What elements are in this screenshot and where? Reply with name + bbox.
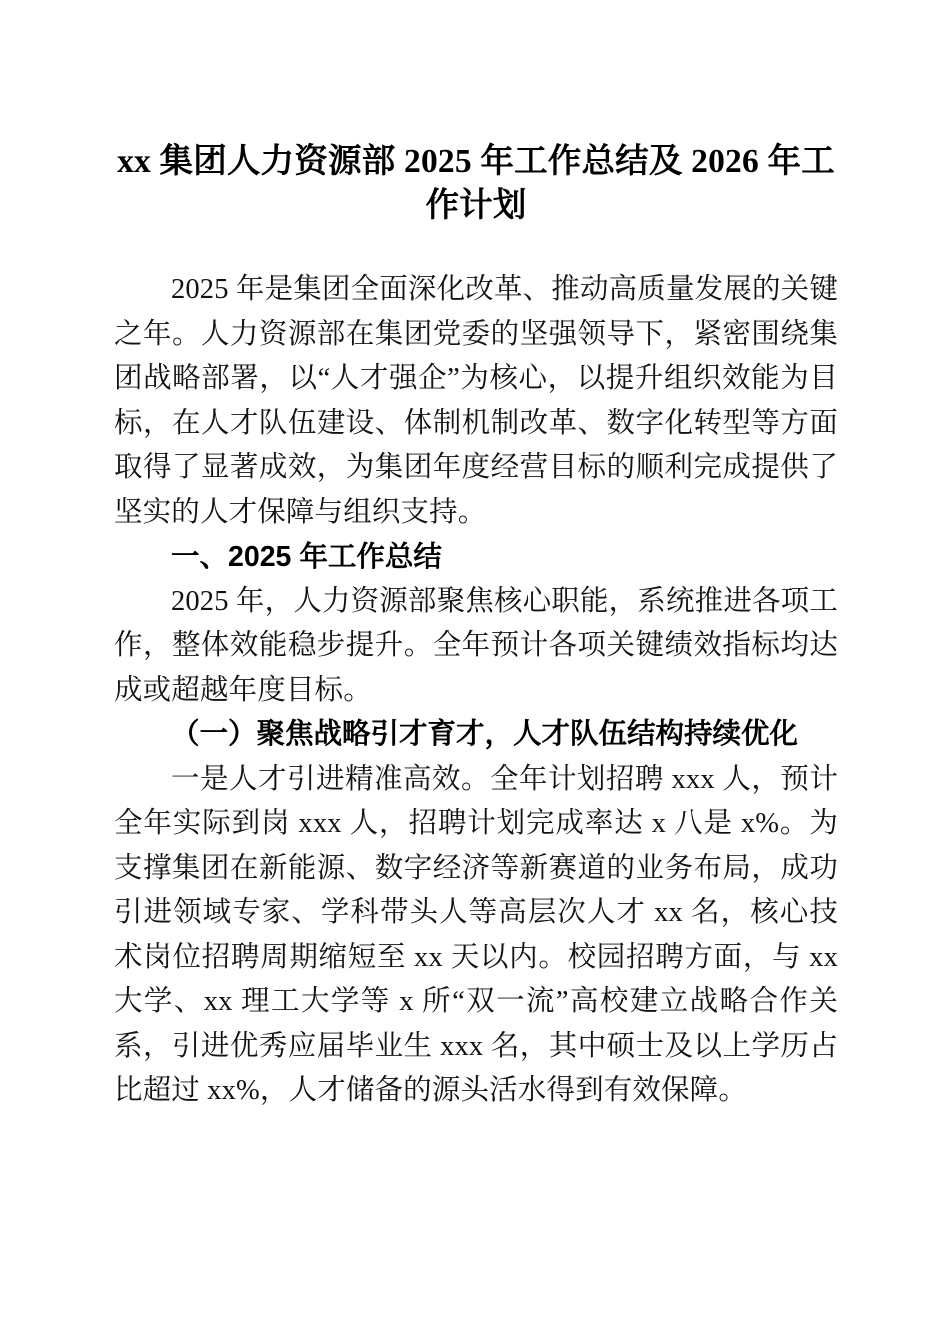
section-heading-1: 一、2025 年工作总结 xyxy=(171,541,442,573)
page-title: xx 集团人力资源部 2025 年工作总结及 2026 年工作计划 xyxy=(117,143,835,224)
subsection-heading-1-1: （一）聚焦战略引才育才，人才队伍结构持续优化 xyxy=(171,719,799,750)
document-content xyxy=(114,0,838,1114)
intro-paragraph: 2025 年是集团全面深化改革、推动高质量发展的关键之年。人力资源部在集团党委的坚强领导下，紧密围绕集团战略部署，以“人才强企”为核心，以提升组织效能为目标，在人才队伍建设、体制机制改革、数字化转型等方面取得了显著成效，为集团年度经营目标的顺利完成提供了坚实的人才保障与组织支持。 xyxy=(114,274,838,528)
title-body-spacer xyxy=(114,228,838,268)
section-1-lead-paragraph: 2025 年，人力资源部聚焦核心职能，系统推进各项工作，整体效能稳步提升。全年预计各项关键绩效指标均达成或超越年度目标。 xyxy=(114,585,838,706)
subsection-1-1-paragraph-1: 一是人才引进精准高效。全年计划招聘 xxx 人，预计全年实际到岗 xxx 人，招聘计划完成率达 x 八是 x%。为支撑集团在新能源、数字经济等新赛道的业务布局，成功引进领域专家、学科带头人等高层次人才 xx 名，核心技术岗位招聘周期缩短至 xx 天以内。校园招聘方面，与 xx 大学、xx 理工大学等 x 所“双一流”高校建立战略合作关系，引进优秀应届毕业生 xxx 名，其中硕士及以上学历占比超过 xx%，人才储备的源头活水得到有效保障。 xyxy=(114,763,838,1106)
